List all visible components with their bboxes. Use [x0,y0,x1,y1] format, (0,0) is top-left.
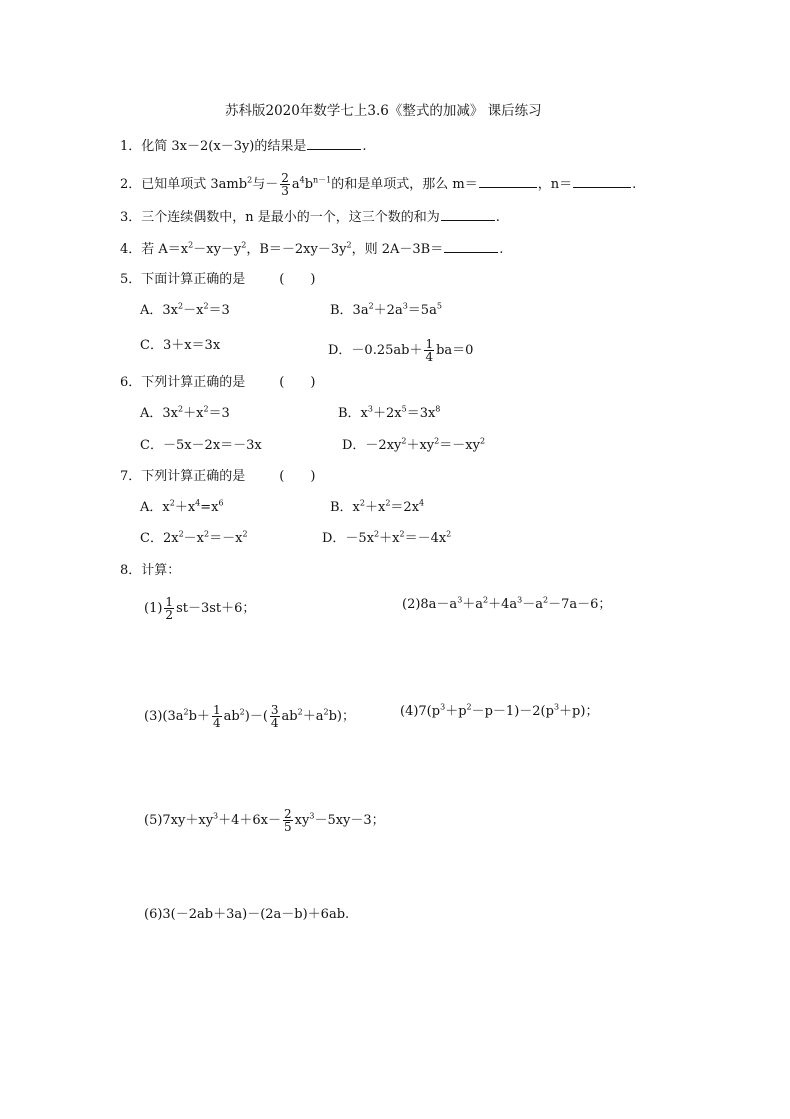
exponent: 2 [183,707,189,717]
option-text: ＝5a [407,303,437,318]
question-text: ，B＝－2xy－3y [246,242,347,257]
fraction [164,596,174,621]
problem-text: －a [522,597,544,612]
sub-problem-3 [144,704,355,729]
question-number: 1． [120,139,142,154]
option-c [140,531,248,547]
problem-text: ab [281,709,298,724]
exponent: 3 [553,702,560,712]
question-number: 5． [120,272,142,287]
question-text: 下面计算正确的是 [141,272,246,287]
problem-text: (4)7(p [400,704,441,719]
question-text: 三个连续偶数中，n 是最小的一个，这三个数的和为 [141,210,440,225]
sub-problem-2 [402,597,611,613]
answer-paren[interactable]: ( ) [279,272,316,287]
exponent: 2 [399,529,405,539]
question-number: 4． [120,242,142,257]
question-text: ，n＝ [537,177,573,192]
exponent: 2 [247,175,253,185]
exponent: 2 [241,240,247,250]
exponent: 3 [457,595,463,605]
exponent: 2 [242,529,248,539]
option-text: C．2x [140,531,179,546]
exponent: 2 [178,301,184,311]
exponent: 6 [218,498,224,508]
numerator: 1 [165,595,174,609]
option-text: B．x [330,500,360,515]
problem-text: －p－1)－2(p [471,704,554,719]
problem-text: )－( [244,709,268,724]
fraction [280,172,290,197]
problem-text: ab [223,709,240,724]
question-text: 已知单项式 3amb [141,177,248,192]
option-text: =x [200,500,219,515]
fraction [212,704,222,729]
option-text: D．－5x [322,531,375,546]
exponent: 2 [346,240,352,250]
question-text: 若 A＝x [141,242,189,257]
option-text: ＝3x [406,406,436,421]
option-text: A．3x [140,303,178,318]
question-4 [120,240,503,258]
exponent: 3 [517,595,523,605]
question-number: 8． [120,563,142,578]
numerator: 2 [281,171,289,185]
answer-paren[interactable]: ( ) [279,469,316,484]
exponent: 2 [434,436,440,446]
exponent: 2 [203,301,209,311]
question-text: 的和是单项式，那么 m＝ [331,177,478,192]
option-text: C．－5x－2x＝－3x [140,438,262,453]
problem-text: －5xy－3； [314,813,385,828]
question-8 [120,563,180,579]
exponent: 2 [178,404,184,414]
question-1 [120,137,367,155]
answer-blank[interactable] [444,240,498,253]
question-number: 2． [120,177,142,192]
exponent: 2 [203,404,209,414]
exponent: 2 [323,707,329,717]
exponent: 3 [367,404,373,414]
problem-text: ＋p [445,704,467,719]
option-a [140,303,230,319]
answer-blank-m[interactable] [479,175,537,188]
question-text: ，则 2A－3B＝ [351,242,444,257]
problem-text: ＋4a [488,597,518,612]
exponent: 2 [178,529,184,539]
denominator: 2 [165,608,174,622]
exponent: 2 [483,595,489,605]
numerator: 3 [270,703,279,717]
question-text: . [632,177,637,192]
option-text: C．3＋x＝3x [140,338,221,353]
question-text: 化简 3x－2(x－3y)的结果是 [141,139,307,154]
denominator: 4 [425,350,434,364]
problem-text: (2)8a－a [402,597,458,612]
exponent: 2 [188,240,194,250]
option-text: ba＝0 [436,343,474,358]
option-text: －x [183,531,204,546]
denominator: 4 [270,716,279,730]
question-text: －xy－y [193,242,242,257]
exponent: 3 [213,811,219,821]
option-d [328,338,473,363]
exponent: 2 [385,498,391,508]
sub-problem-6 [144,907,349,923]
exponent: 2 [204,529,210,539]
option-a [140,500,224,516]
question-text: . [499,242,504,257]
page-title: 苏科版2020年数学七上3.6《整式的加减》 课后练习 [225,103,542,119]
numerator: 1 [212,703,221,717]
exponent: 2 [359,498,365,508]
problem-text: ＋a [462,597,484,612]
answer-blank[interactable] [307,137,361,150]
answer-paren[interactable]: ( ) [279,375,316,390]
denominator: 4 [212,716,221,730]
option-text: A．3x [140,406,178,421]
problem-text: (5)7xy＋xy [144,813,214,828]
numerator: 2 [284,807,292,821]
exponent: 4 [299,175,305,185]
option-c [140,338,220,354]
problem-text: st－3st＋6； [176,601,256,616]
option-a [140,406,230,422]
problem-text: b＋ [188,709,210,724]
problem-text: (6)3(－2ab＋3a)－(2a－b)＋6ab. [144,907,350,922]
question-text: . [495,210,500,225]
option-text: B．3a [330,303,369,318]
question-text: b [304,177,314,192]
question-text: a [291,177,300,192]
question-6 [120,375,315,391]
option-text: ＋x [379,531,400,546]
question-5 [120,272,315,288]
exponent: 2 [446,529,452,539]
exponent: 5 [436,301,442,311]
exponent: 3 [440,702,446,712]
fraction [283,808,293,833]
question-3 [120,208,500,226]
exponent: n－1 [313,175,332,185]
exponent: 2 [169,498,175,508]
option-b [330,500,424,516]
option-text: ＝－x [209,531,243,546]
question-text: 与－ [252,177,279,192]
sub-problem-4 [400,704,598,720]
option-text: ＋2x [372,406,402,421]
exponent: 2 [466,702,472,712]
exponent: 2 [479,436,486,446]
option-text: ＋x [174,500,196,515]
answer-blank[interactable] [441,208,495,221]
option-text: ＝2x [390,500,420,515]
problem-text: b)； [328,709,355,724]
exponent: 4 [195,498,201,508]
question-7 [120,469,315,485]
option-text: ＝－4x [404,531,447,546]
problem-text: ＋p)； [559,704,599,719]
option-d [342,438,485,454]
exponent: 3 [402,301,408,311]
option-b [338,406,440,422]
problem-text: －7a－6； [548,597,612,612]
sub-problem-1 [144,596,255,621]
exponent: 2 [368,301,374,311]
exponent: 2 [239,707,245,717]
option-text: ＝－xy [439,438,480,453]
exponent: 2 [297,707,303,717]
question-text: . [362,139,367,154]
option-text: ＝3 [208,406,230,421]
denominator: 5 [284,820,292,834]
numerator: 1 [425,337,434,351]
exponent: 5 [401,404,407,414]
question-2 [120,172,636,197]
answer-blank-n[interactable] [573,175,631,188]
option-text: ＝3 [208,303,230,318]
question-number: 3． [120,210,142,225]
option-text: ＋xy [406,438,435,453]
option-text: －x [183,303,204,318]
option-text: B．x [338,406,368,421]
question-number: 6． [120,375,142,390]
option-text: ＋x [364,500,386,515]
option-text: D．－2xy [342,438,402,453]
problem-text: xy [294,813,310,828]
question-number: 7． [120,469,142,484]
option-d [322,531,451,547]
problem-text: ＋4＋6x－ [218,813,282,828]
denominator: 3 [281,184,289,198]
exponent: 2 [401,436,407,446]
option-b [330,303,442,319]
option-c [140,438,262,454]
sub-problem-5 [144,808,385,833]
problem-text: (3)(3a [144,709,184,724]
question-text: 下列计算正确的是 [141,469,246,484]
option-text: D．－0.25ab＋ [328,343,423,358]
option-text: ＋x [183,406,204,421]
question-text: 计算： [141,563,181,578]
exponent: 2 [543,595,549,605]
option-text: A．x [140,500,170,515]
exponent: 3 [309,811,315,821]
question-text: 下列计算正确的是 [141,375,246,390]
fraction [424,338,434,363]
exponent: 8 [435,404,441,414]
problem-text: ＋a [302,709,324,724]
fraction [270,704,280,729]
exponent: 2 [374,529,380,539]
problem-text: (1) [144,601,163,616]
exponent: 4 [419,498,425,508]
option-text: ＋2a [373,303,403,318]
